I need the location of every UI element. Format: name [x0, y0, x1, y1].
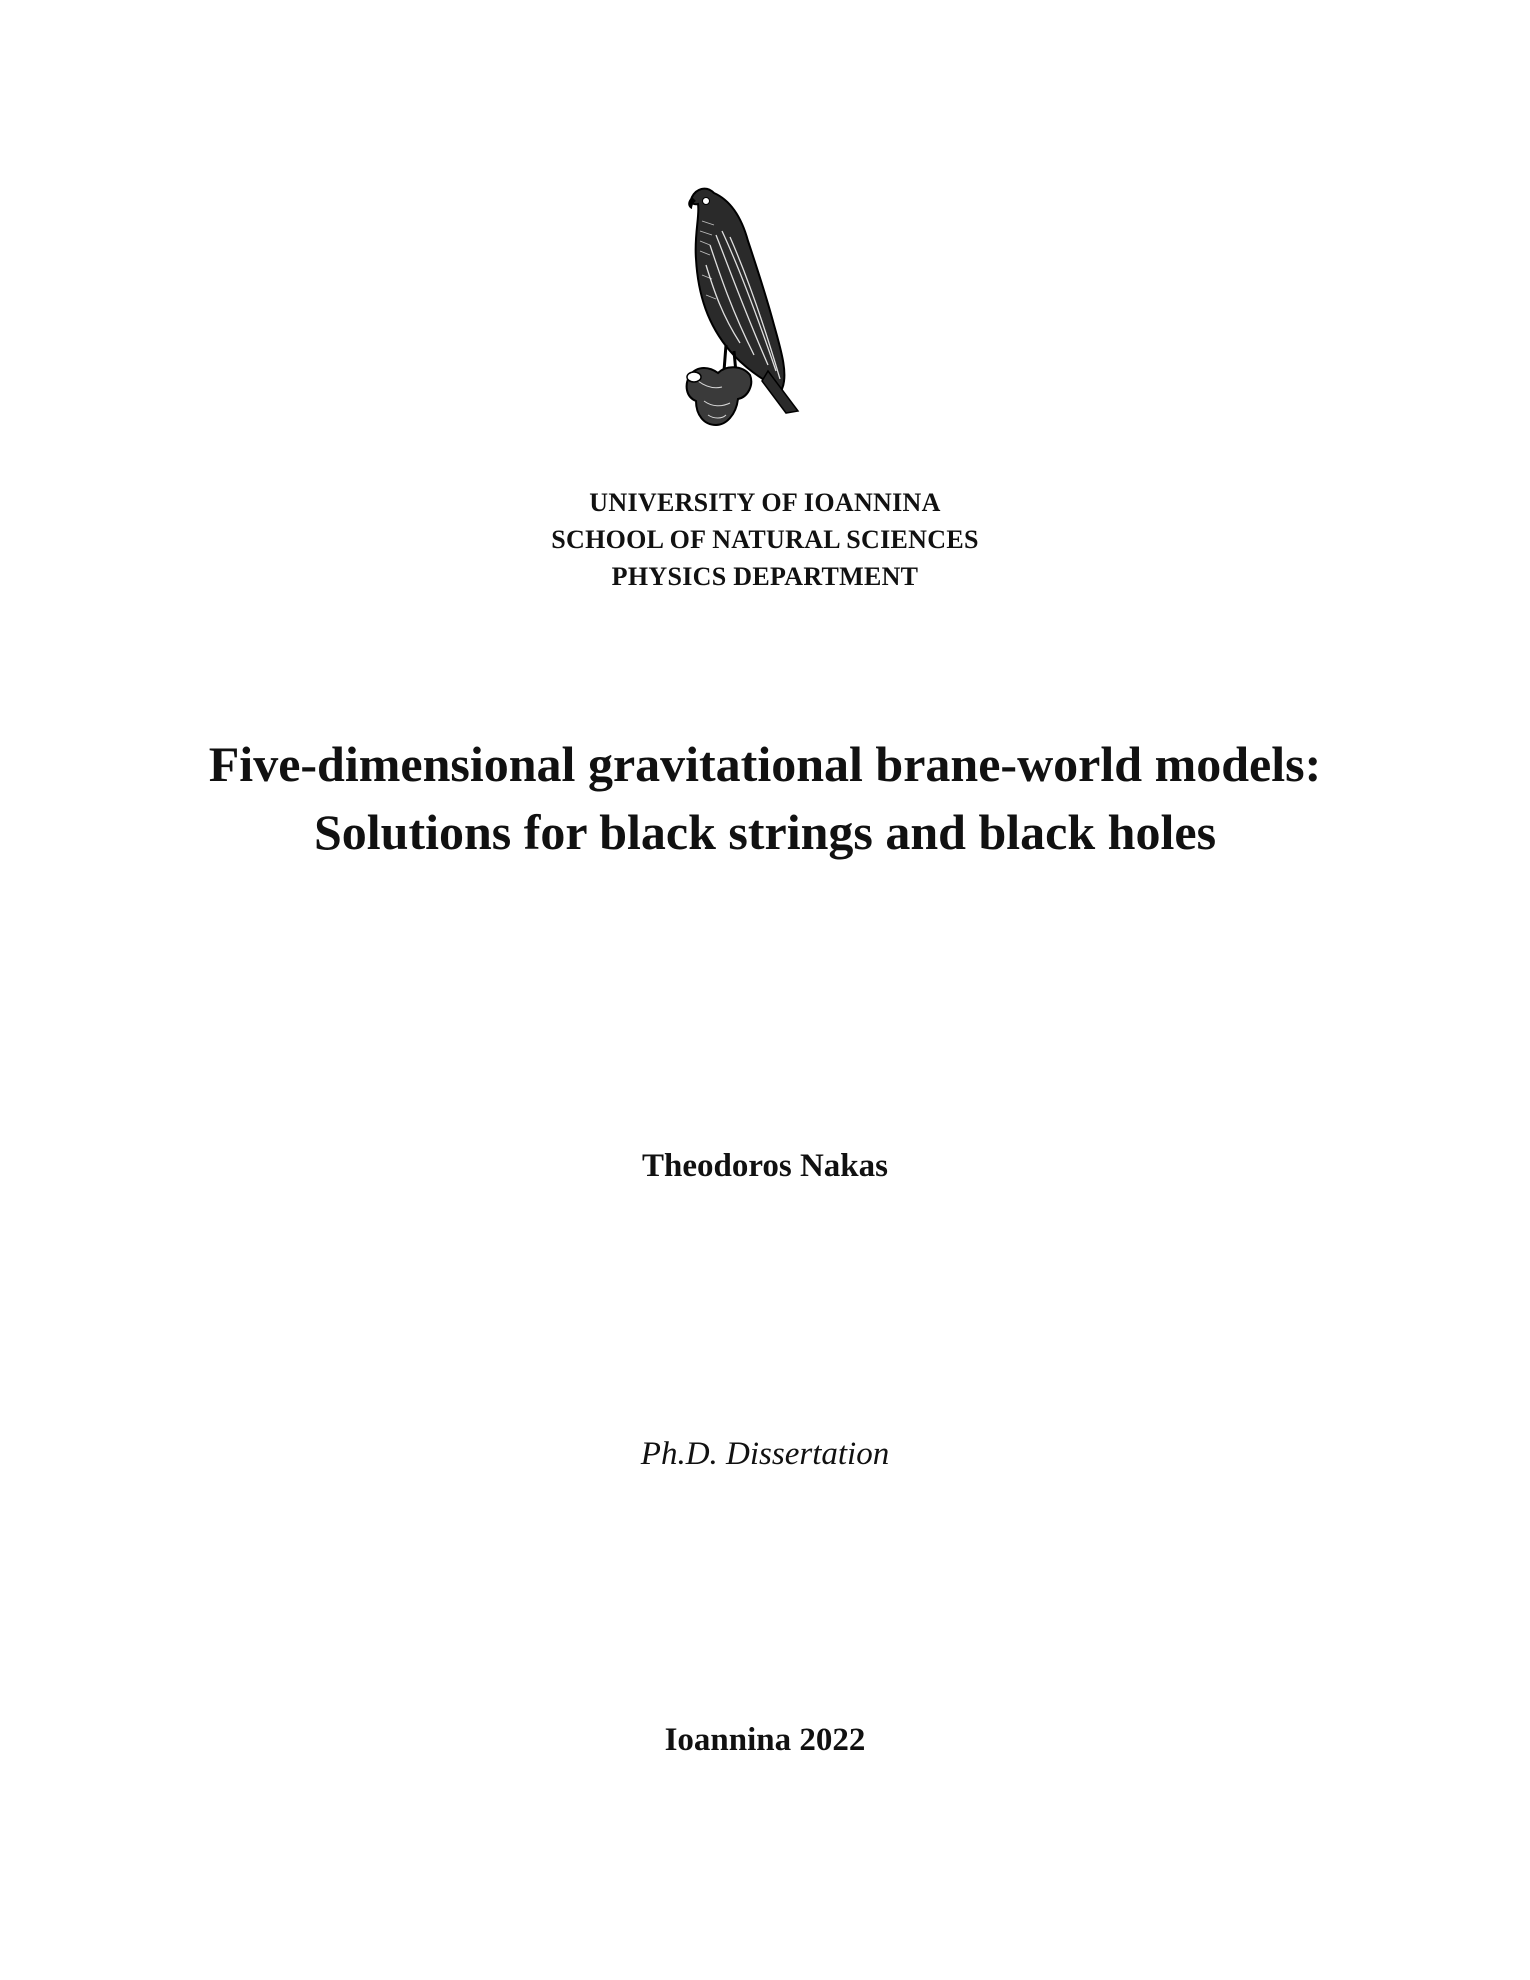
author-name: Theodoros Nakas	[641, 1148, 889, 1184]
institution-block	[0, 484, 1530, 595]
university-name: UNIVERSITY OF IOANNINA	[589, 488, 941, 517]
school-name: SCHOOL OF NATURAL SCIENCES	[551, 525, 979, 554]
document-type: Ph.D. Dissertation	[640, 1436, 890, 1472]
owl-on-lotus-emblem-icon	[670, 175, 830, 435]
place-and-year: Ioannina 2022	[664, 1722, 866, 1758]
dissertation-title: Five-dimensional gravitational brane-world models: Solutions for black strings and black holes	[208, 736, 1322, 860]
department-name: PHYSICS DEPARTMENT	[611, 562, 919, 591]
